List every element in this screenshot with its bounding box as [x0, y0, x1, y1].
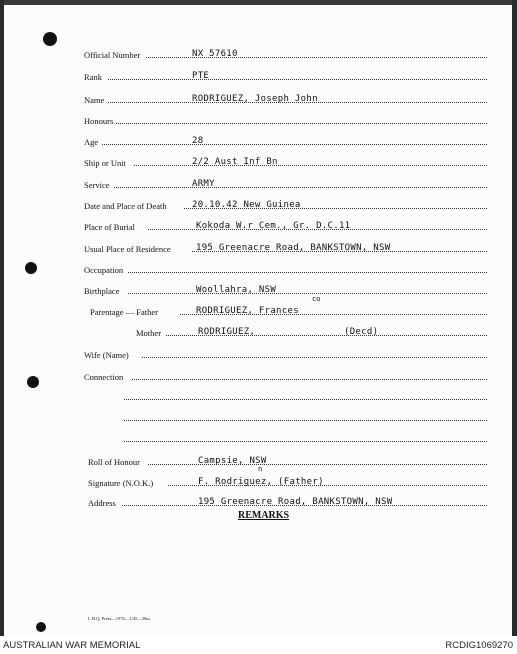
field-burial [84, 218, 487, 232]
death-label: Date and Place of Death [84, 201, 167, 211]
parentage-label: Parentage — Father [90, 307, 158, 317]
dotted-line [114, 187, 487, 188]
punch-hole [27, 376, 39, 388]
death-value: 20.10.42 New Guinea [192, 200, 301, 210]
birthplace-label: Birthplace [84, 286, 120, 296]
roll-value: Campsie, NSW [198, 456, 267, 466]
field-father [84, 295, 487, 317]
mother-note: (Decd) [344, 327, 379, 337]
connection-line [124, 409, 487, 423]
field-wife [84, 346, 487, 360]
signature-label: Signature (N.O.K.) [88, 478, 154, 488]
field-service [84, 176, 487, 190]
field-roll-of-honour [88, 453, 487, 473]
remarks-heading: REMARKS [238, 510, 290, 521]
rank-label: Rank [84, 72, 102, 82]
service-value: ARMY [192, 179, 215, 189]
official-number-label: Official Number [84, 50, 141, 60]
connection-line [124, 388, 487, 402]
age-label: Age [84, 137, 99, 147]
archive-footer [0, 637, 517, 654]
mother-value: RODRIGUEZ, [198, 327, 256, 337]
record-id: RCDIG1069270 [445, 640, 513, 651]
dotted-line [116, 123, 487, 124]
name-value: RODRIGUEZ, Joseph John [192, 94, 318, 104]
scan-border-left [0, 0, 4, 636]
dotted-line [132, 379, 487, 380]
honours-label: Honours [84, 116, 114, 126]
birthplace-value: Woollahra, NSW [196, 285, 277, 295]
residence-label: Usual Place of Residence [84, 244, 171, 254]
connection-line [124, 430, 487, 444]
burial-label: Place of Burial [84, 222, 135, 232]
archive-name: AUSTRALIAN WAR MEMORIAL [3, 640, 141, 651]
dotted-line [128, 293, 487, 294]
field-honours [84, 112, 487, 126]
field-signature [88, 474, 487, 488]
field-official-number [84, 46, 487, 60]
dotted-line [134, 165, 487, 166]
rank-value: PTE [192, 71, 210, 81]
connection-label: Connection [84, 372, 124, 382]
occupation-label: Occupation [84, 265, 124, 275]
printer-imprint: L.H.Q. Press—1976—1/45—30m. [88, 616, 151, 621]
field-mother [84, 324, 487, 338]
father-value: RODRIGUEZ, Frances [196, 306, 299, 316]
dotted-line [124, 420, 487, 421]
punch-hole [25, 262, 37, 274]
field-death [84, 197, 487, 211]
wife-label: Wife (Name) [84, 350, 129, 360]
scan-border-top [0, 0, 517, 5]
roll-label: Roll of Honour [88, 457, 140, 467]
dotted-line [124, 399, 487, 400]
mother-label: Mother [136, 328, 162, 338]
field-birthplace [84, 282, 487, 296]
dotted-line [102, 144, 487, 145]
field-name [84, 91, 487, 105]
age-value: 28 [192, 136, 204, 146]
punch-hole [36, 622, 46, 632]
dotted-line [142, 357, 487, 358]
official-number-value: NX 57610 [192, 49, 238, 59]
dotted-line [124, 441, 487, 442]
dotted-line [108, 79, 487, 80]
address-label: Address [88, 498, 116, 508]
scan-border-right [512, 0, 517, 636]
roll-mark: n [258, 465, 263, 473]
punch-hole [43, 32, 57, 46]
signature-value: F. Rodriguez, (Father) [198, 477, 324, 487]
field-occupation [84, 261, 487, 275]
father-mark: co [312, 295, 321, 303]
unit-label: Ship or Unit [84, 158, 127, 168]
field-connection [84, 368, 487, 382]
service-label: Service [84, 180, 110, 190]
burial-value: Kokoda W.r Cem., Gr. D.C.11 [196, 221, 351, 231]
residence-value: 195 Greenacre Road, BANKSTOWN, NSW [196, 243, 391, 253]
field-unit [84, 154, 487, 168]
field-address [88, 494, 487, 508]
address-value: 195 Greenacre Road, BANKSTOWN, NSW [198, 497, 393, 507]
field-residence [84, 240, 487, 254]
dotted-line [128, 272, 487, 273]
name-label: Name [84, 95, 105, 105]
field-rank [84, 68, 487, 82]
field-age [84, 133, 487, 147]
unit-value: 2/2 Aust Inf Bn [192, 157, 278, 167]
